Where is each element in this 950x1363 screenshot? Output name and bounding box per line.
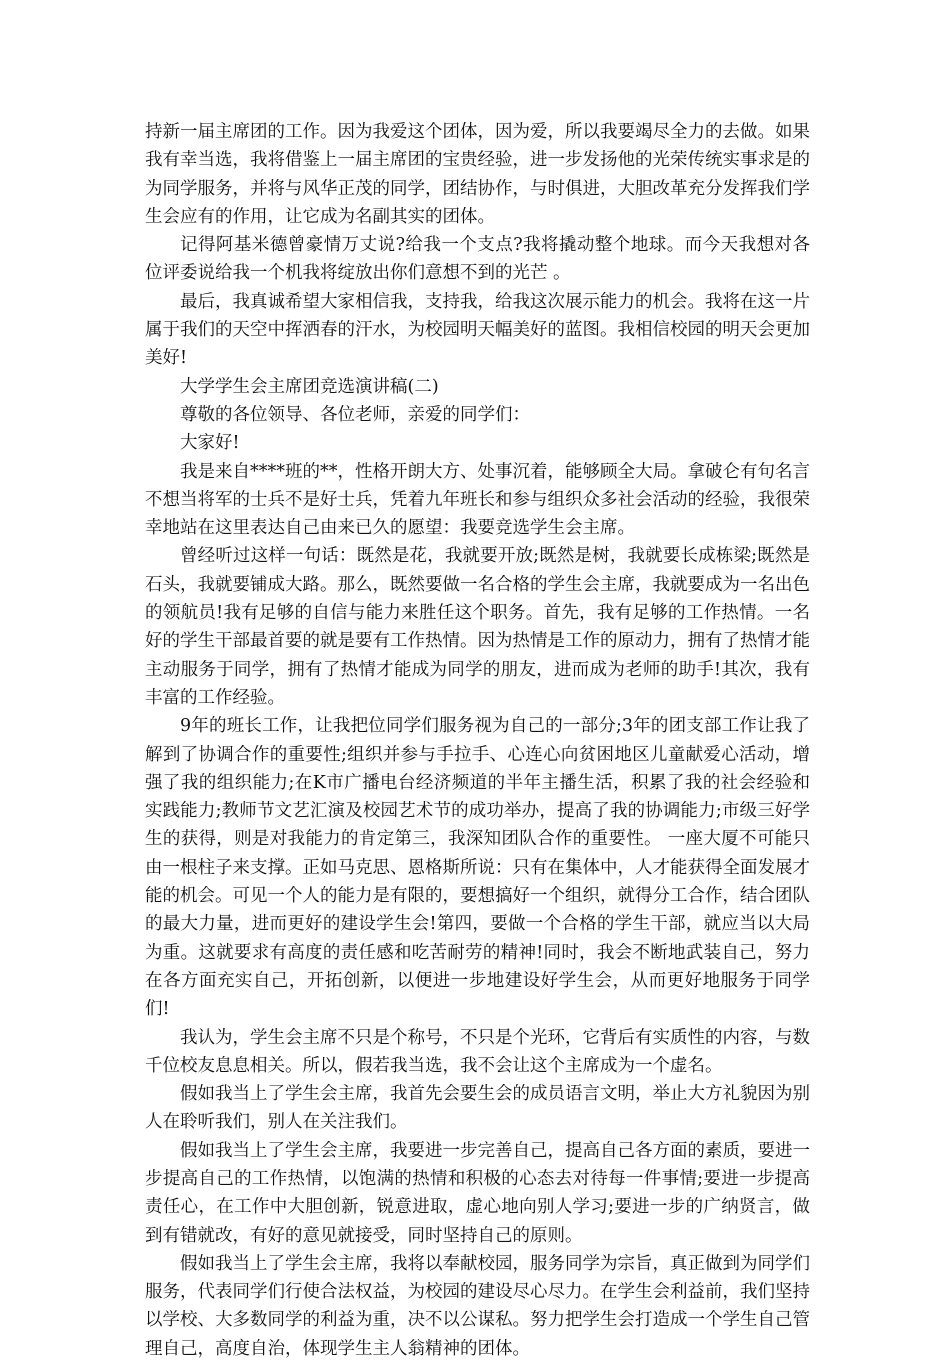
paragraph: 9年的班长工作，让我把位同学们服务视为自己的一部分;3年的团支部工作让我了解到了协调合作的重要性;组织并参与手拉手、心连心向贫困地区儿童献爱心活动，增强了我的组织能力;在K市广播电台经济频道的半年主播生活，积累了我的社会经验和实践能力;教师节文艺汇演及校园艺术节的成功举办，提高了我的协调能力;市级三好学生的获得，则是对我能力的肯定第三，我深知团队合作的重要性。 一座大厦不可能只由一根柱子来支撑。正如马克思、恩格斯所说：只有在集体中，人才能获得全面发展才能的机会。可见一个人的能力是有限的，要想搞好一个组织，就得分工合作，结合团队的最大力量，进而更好的建设学生会!第四，要做一个合格的学生干部，就应当以大局为重。这就要求有高度的责任感和吃苦耐劳的精神!同时，我会不断地武装自己，努力在各方面充实自己，开拓创新，以便进一步地建设好学生会，从而更好地服务于同学们! (145, 716, 810, 1020)
greeting: 大家好! (180, 433, 240, 454)
section-title: 大学学生会主席团竞选演讲稿(二) (180, 376, 439, 397)
paragraph: 我是来自****班的**，性格开朗大方、处事沉着，能够顾全大局。拿破仑有句名言不想当将军的士兵不是好士兵，凭着九年班长和参与组织众多社会活动的经验，我很荣幸地站在这里表达自己由来已久的愿望：我要竞选学生会主席。 (145, 461, 810, 539)
paragraph: 持新一届主席团的工作。因为我爱这个团体，因为爱，所以我要竭尽全力的去做。如果我有幸当选，我将借鉴上一届主席团的宝贵经验，进一步发扬他的光荣传统实事求是的为同学服务，并将与风华正茂的同学，团结协作，与时俱进，大胆改革充分发挥我们学生会应有的作用，让它成为名副其实的团体。 (145, 122, 810, 227)
document-page (145, 118, 810, 1363)
paragraph: 假如我当上了学生会主席，我首先会要生会的成员语言文明，举止大方礼貌因为别人在聆听我们，别人在关注我们。 (145, 1084, 810, 1133)
paragraph: 假如我当上了学生会主席，我要进一步完善自己，提高自己各方面的素质，要进一步提高自己的工作热情，以饱满的热情和积极的心态去对待每一件事情;要进一步提高责任心，在工作中大胆创新，锐意进取，虚心地向别人学习;要进一步的广纳贤言，做到有错就改，有好的意见就接受，同时坚持自己的原则。 (145, 1140, 810, 1246)
paragraph: 曾经听过这样一句话：既然是花，我就要开放;既然是树，我就要长成栋梁;既然是石头，我就要铺成大路。那么，既然要做一名合格的学生会主席，我就要成为一名出色的领航员!我有足够的自信与能力来胜任这个职务。首先，我有足够的工作热情。一名好的学生干部最首要的就是要有工作热情。因为热情是工作的原动力，拥有了热情才能主动服务于同学，拥有了热情才能成为同学的朋友，进而成为老师的助手!其次，我有丰富的工作经验。 (145, 546, 810, 708)
salutation: 尊敬的各位领导、各位老师，亲爱的同学们： (180, 404, 530, 425)
paragraph: 我认为，学生会主席不只是个称号，不只是个光环，它背后有实质性的内容，与数千位校友息息相关。所以，假若我当选，我不会让这个主席成为一个虚名。 (145, 1027, 810, 1076)
paragraph: 最后，我真诚希望大家相信我，支持我，给我这次展示能力的机会。我将在这一片属于我们的天空中挥洒春的汗水，为校园明天幅美好的蓝图。我相信校园的明天会更加美好! (145, 291, 810, 369)
paragraph: 假如我当上了学生会主席，我将以奉献校园，服务同学为宗旨，真正做到为同学们服务，代表同学们行使合法权益，为校园的建设尽心尽力。在学生会利益前，我们坚持以学校、大多数同学的利益为重，决不以公谋私。努力把学生会打造成一个学生自己管理自己，高度自治，体现学生主人翁精神的团体。 (145, 1253, 810, 1359)
paragraph: 记得阿基米德曾豪情万丈说?给我一个支点?我将撬动整个地球。而今天我想对各位评委说给我一个机我将绽放出你们意想不到的光芒 。 (145, 235, 810, 284)
